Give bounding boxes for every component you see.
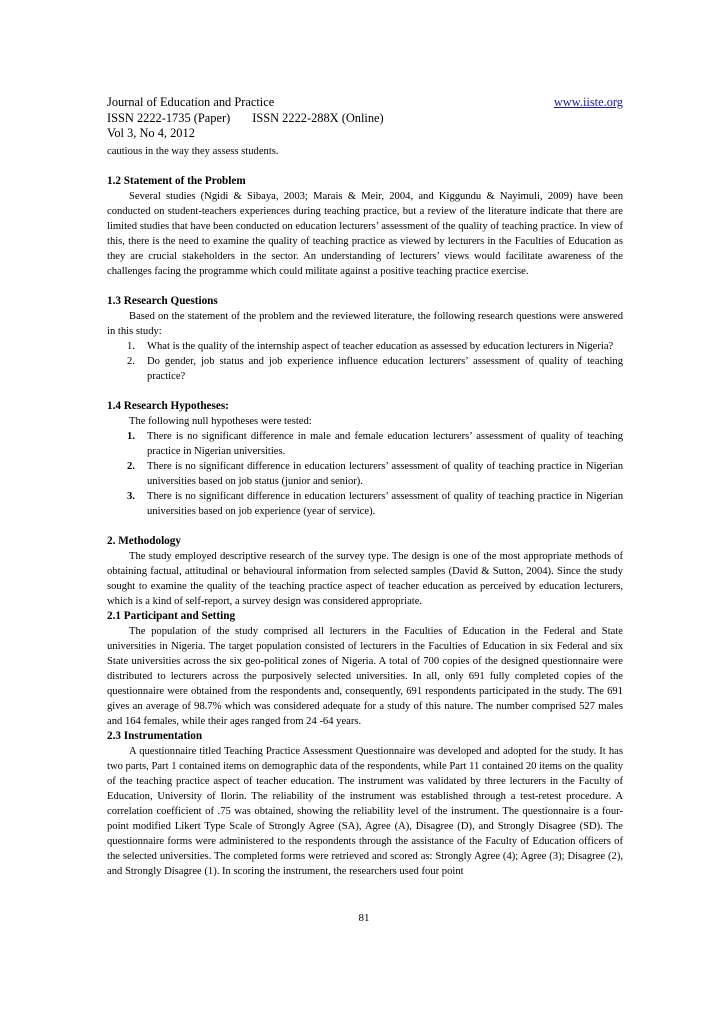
page-content: [107, 95, 623, 879]
list-item: 2. There is no significant difference in education lecturers’ assessment of quality of teaching practice in Nigerian universities based on job status (junior and senior).: [127, 460, 623, 487]
participant-paragraph: The population of the study comprised all lecturers in the Faculties of Education in the Federal and State universities in Nigeria. The target population consisted of lecturers in the Faculties of Education in six Federal and six State universities across the six geo-political zones of Nigeria. A total of 700 copies of the designed questionnaire were distributed to lecturers across the purposively selected universities. In all, only 691 fully completed copies of the questionnaire were obtained from the respondents and, consequently, 691 respondents participated in the study. The 691 gives an average of 98.7% which was considered adequate for a study of this nature. The number comprised 527 males and 164 females, while their ages ranged from 24 -64 years.: [107, 625, 623, 727]
heading-statement-of-problem: 1.2 Statement of the Problem: [107, 174, 246, 187]
running-header: [107, 95, 623, 142]
issn-online: ISSN 2222-288X (Online): [252, 110, 384, 125]
research-questions-intro: Based on the statement of the problem and the reviewed literature, the following research questions were answered in this study:: [107, 310, 623, 337]
list-item: 2. Do gender, job status and job experience influence education lecturers’ assessment of quality of teaching practice?: [127, 355, 623, 382]
statement-paragraph: Several studies (Ngidi & Sibaya, 2003; Marais & Meir, 2004, and Kiggundu & Nayimuli, 2009) have been conducted on student-teachers experiences during teaching practice, but a review of the literature indicate that there are limited studies that have been conducted on education lecturers’ assessment of the quality of teaching practice. In view of this, there is the need to examine the quality of teaching practice as viewed by lecturers in the Faculties of Education as they are crucial stakeholders in the sector. An understanding of lecturers’ views would facilitate awareness of the challenges facing the programme which could militate against a positive teaching practice exercise.: [107, 190, 623, 277]
research-questions-list: [107, 339, 623, 384]
heading-instrumentation: 2.3 Instrumentation: [107, 729, 203, 742]
volume-info: Vol 3, No 4, 2012: [107, 126, 195, 140]
heading-research-questions: 1.3 Research Questions: [107, 294, 218, 307]
website-link[interactable]: www.iiste.org: [553, 95, 623, 109]
heading-methodology: 2. Methodology: [107, 534, 181, 547]
journal-name: Journal of Education and Practice: [107, 95, 275, 109]
hypotheses-list: [107, 429, 623, 519]
list-item: 1. There is no significant difference in male and female education lecturers’ assessment of quality of teaching practice in Nigerian universities.: [127, 430, 623, 457]
issn-paper: ISSN 2222-1735 (Paper): [107, 110, 231, 125]
heading-participant-setting: 2.1 Participant and Setting: [107, 609, 236, 622]
continuation-text: cautious in the way they assess students.: [107, 145, 279, 157]
page-number: 81: [358, 912, 370, 924]
hypotheses-intro: The following null hypotheses were tested:: [129, 415, 312, 427]
methodology-paragraph: The study employed descriptive research of the survey type. The design is one of the most appropriate methods of obtaining factual, attitudinal or behavioural information from selected samples (David & Sutton, 2004). Since the study sought to examine the quality of the teaching practice aspect of teacher education as perceived by education lecturers, which is a kind of self-report, a survey design was considered appropriate.: [107, 550, 623, 607]
instrumentation-paragraph: A questionnaire titled Teaching Practice Assessment Questionnaire was developed and adopted for the study. It has two parts, Part 1 contained items on demographic data of the respondents, while Part 11 contained 20 items on the quality of the teaching practice aspect of teacher education. The instrument was validated by three lecturers in the Faculty of Education, University of Ilorin. The reliability of the instrument was established through a test-retest procedure. A correlation coefficient of .75 was obtained, showing the reliability level of the instrument. The questionnaire is a four-point modified Likert Type Scale of Strongly Agree (SA), Agree (A), Disagree (D), and Strongly Disagree (SD). The questionnaire forms were administered to the respondents through the assistance of the Faculty of Education officers of the selected universities. The completed forms were retrieved and scored as: Strongly Agree (4); Agree (3); Disagree (2), and Strongly Disagree (1). In scoring the instrument, the researchers used four point: [107, 745, 623, 877]
list-item: 1. What is the quality of the internship aspect of teacher education as assessed by education lecturers in Nigeria?: [127, 340, 614, 352]
list-item: 3. There is no significant difference in education lecturers’ assessment of quality of teaching practice in Nigerian universities based on job experience (year of service).: [127, 490, 623, 517]
heading-research-hypotheses: 1.4 Research Hypotheses:: [107, 399, 229, 412]
